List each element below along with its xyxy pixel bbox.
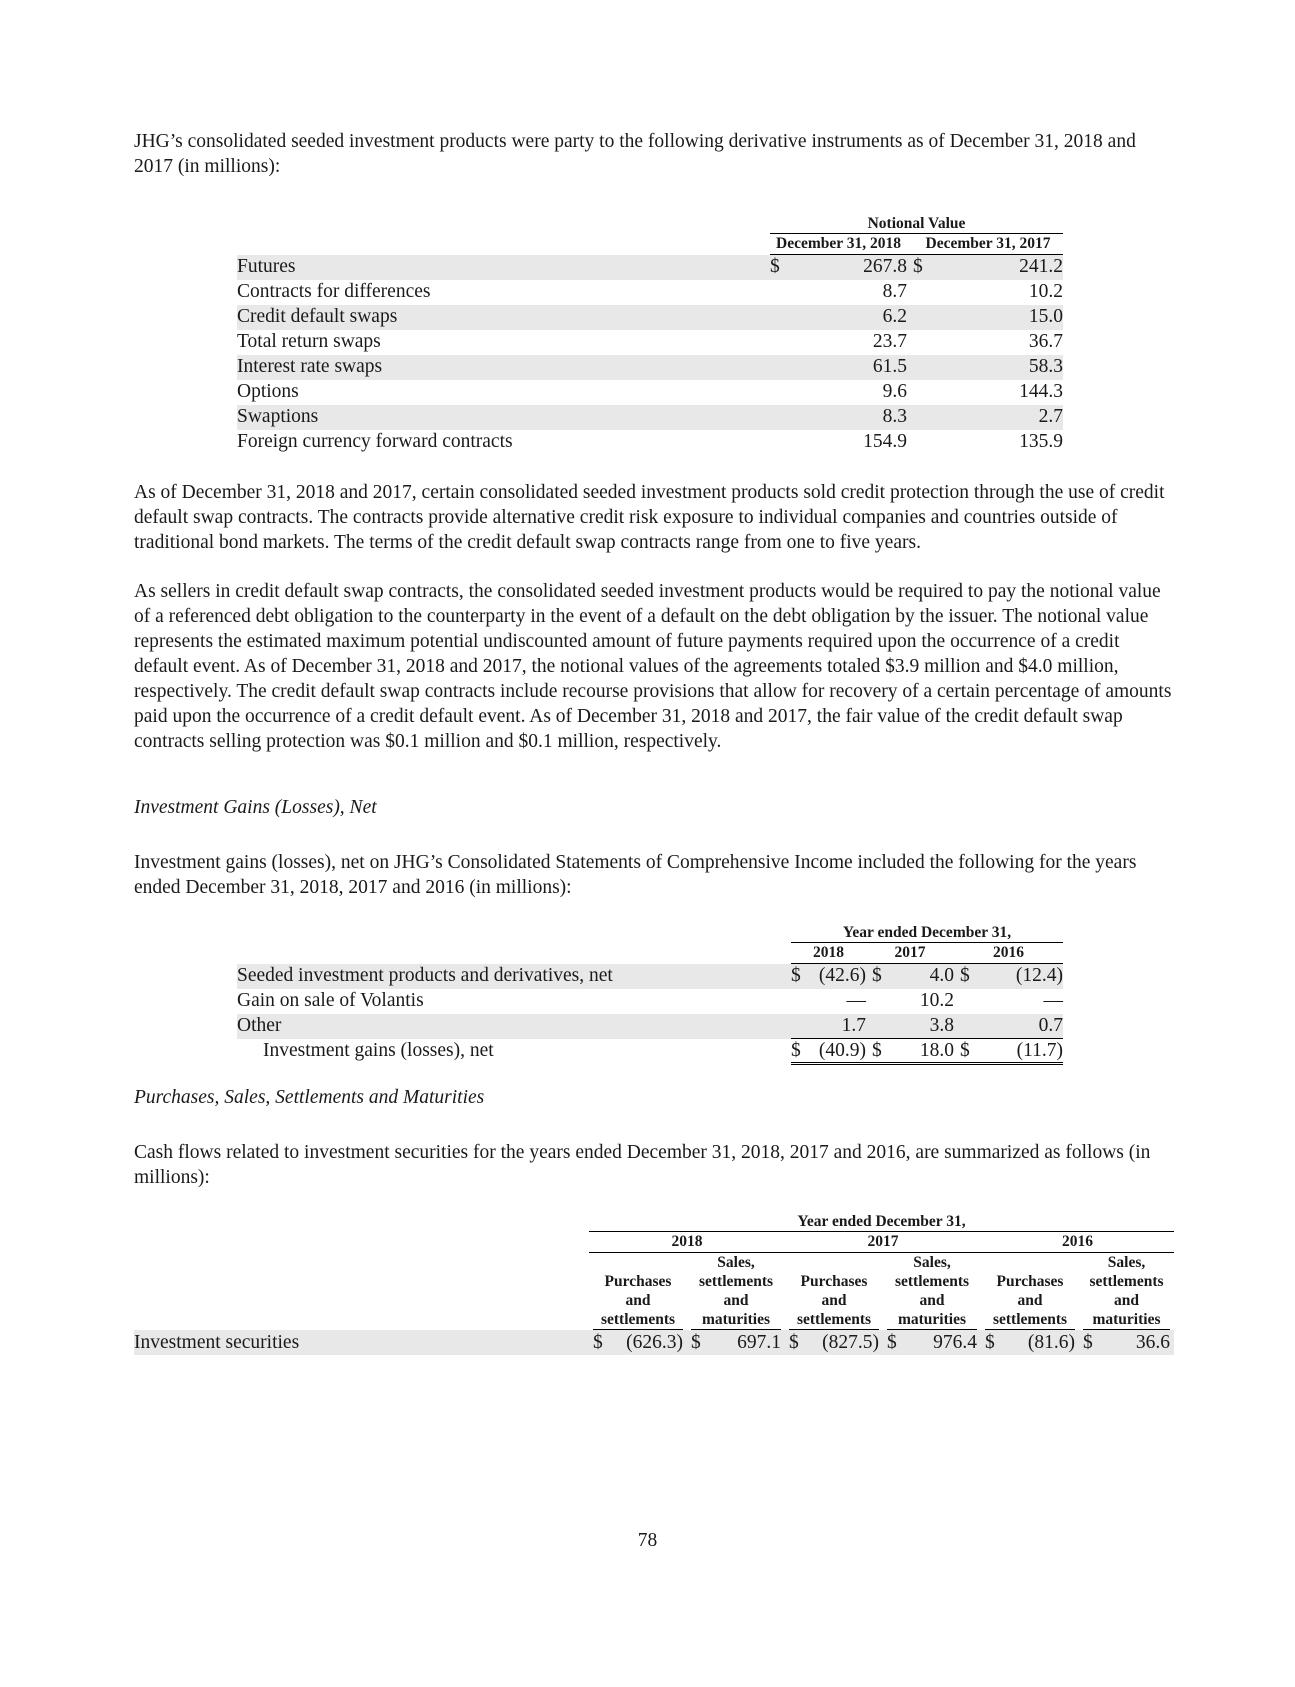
currency-sign: [770, 330, 790, 355]
col-header-2017: December 31, 2017: [907, 234, 1063, 255]
currency-sign: [866, 1014, 888, 1039]
value-2017: 3.8: [888, 1014, 954, 1039]
sellers-paragraph: As sellers in credit default swap contracts, the consolidated seeded investment products would be required to pay the notional value of a referenced debt obligation to the counterparty in the event of a default on the debt obligation by the issuer. The notional value represents the estimated maximum potential undiscounted amount of future payments required upon the occurrence of a credit default event. As of December 31, 2018 and 2017, the notional values of the agreements totaled $3.9 million and $4.0 million, respectively. The credit default swap contracts include recourse provisions that allow for recovery of a certain percentage of amounts paid upon the occurrence of a credit default event. As of December 31, 2018 and 2017, the fair value of the credit default swap contracts selling protection was $0.1 million and $0.1 million, respectively.: [134, 581, 1172, 752]
currency-sign: $: [954, 964, 976, 989]
value-2018: 8.3: [790, 405, 907, 430]
cash-year-2017: 2017: [785, 1232, 981, 1253]
value-2017: 10.2: [919, 990, 954, 1011]
currency-sign: $: [954, 1039, 976, 1064]
investment-gains-table: [237, 924, 1063, 1065]
currency-sign: [907, 355, 927, 380]
cash-flow-value: (827.5): [822, 1331, 879, 1353]
row-label: Credit default swaps: [237, 305, 770, 330]
table-row: [237, 380, 1063, 405]
value-2017: 2.7: [927, 405, 1063, 430]
value-2017: 36.7: [1028, 331, 1063, 352]
gains-year-2016: 2016: [954, 943, 1063, 964]
row-label: Gain on sale of Volantis: [237, 990, 424, 1011]
row-label: Investment securities: [134, 1330, 589, 1355]
investment-securities-row: [134, 1330, 1174, 1355]
value-2018: 154.9: [863, 431, 907, 452]
table-row: [237, 305, 1063, 330]
value-2017: 144.3: [1019, 381, 1063, 402]
row-label: Other: [237, 1014, 791, 1039]
value-2018: 8.7: [882, 281, 907, 302]
gains-year-2017: 2017: [866, 943, 954, 964]
currency-sign: [791, 1014, 809, 1039]
sales-maturities-header: [1079, 1253, 1174, 1331]
value-2018: 6.2: [790, 305, 907, 330]
value-2018: (40.9): [809, 1039, 866, 1064]
currency-sign: [770, 430, 790, 455]
table-row: [237, 1014, 1063, 1039]
cash-flow-cell: [1079, 1330, 1174, 1355]
purchases-settlements-header: [589, 1253, 687, 1331]
cash-flow-cell: [589, 1330, 687, 1355]
cash-flow-cell: [687, 1330, 785, 1355]
header-word: and: [1114, 1292, 1139, 1309]
value-2017: 58.3: [927, 355, 1063, 380]
header-word: settlements: [992, 1311, 1068, 1328]
table-row: [237, 255, 1063, 280]
cash-flow-value: (626.3): [626, 1331, 683, 1353]
currency-sign: [954, 1014, 976, 1039]
cash-year-2016: 2016: [981, 1232, 1174, 1253]
table-row: [237, 280, 1063, 305]
header-word: settlements: [600, 1311, 676, 1328]
header-word: and: [625, 1292, 651, 1309]
cash-flow-cell: [785, 1330, 883, 1355]
row-label: Swaptions: [237, 405, 770, 430]
currency-sign: $: [866, 1039, 888, 1064]
currency-sign: $: [791, 964, 809, 989]
value-2018: 267.8: [790, 255, 907, 280]
row-label: Contracts for differences: [237, 281, 431, 302]
col-header-2018: December 31, 2018: [770, 234, 907, 255]
currency-sign: $: [985, 1331, 995, 1353]
header-word: Sales,: [717, 1254, 755, 1271]
currency-sign: $: [866, 964, 888, 989]
currency-sign: [954, 989, 976, 1014]
header-word: maturities: [701, 1311, 770, 1328]
currency-sign: $: [789, 1331, 799, 1353]
header-word: maturities: [897, 1311, 966, 1328]
header-word: and: [919, 1292, 945, 1309]
table-row: [237, 405, 1063, 430]
header-word: maturities: [1092, 1311, 1161, 1328]
table-row: [237, 355, 1063, 380]
value-2018: 1.7: [809, 1014, 866, 1039]
currency-sign: $: [691, 1331, 701, 1353]
cash-flow-cell: [981, 1330, 1079, 1355]
row-label: Futures: [237, 255, 770, 280]
header-word: settlements: [796, 1311, 872, 1328]
value-2017: 4.0: [888, 964, 954, 989]
gains-year-2018: 2018: [791, 943, 866, 964]
currency-sign: [770, 355, 790, 380]
sales-maturities-header: [687, 1253, 785, 1331]
value-2018: (42.6): [809, 964, 866, 989]
derivatives-intro-text: JHG’s consolidated seeded investment products were party to the following derivative instruments as of December 31, 2018 and 2017 (in millions):: [134, 131, 1136, 177]
header-word: Purchases: [800, 1273, 868, 1290]
value-2016: 0.7: [976, 1014, 1063, 1039]
table-row: [237, 964, 1063, 989]
currency-sign: $: [887, 1331, 897, 1353]
page-number: 78: [637, 1530, 658, 1551]
cash-flow-cell: [883, 1330, 981, 1355]
currency-sign: [866, 989, 888, 1014]
header-word: and: [1017, 1292, 1043, 1309]
currency-sign: [907, 305, 927, 330]
gains-year-header: Year ended December 31,: [791, 924, 1063, 943]
currency-sign: $: [593, 1331, 603, 1353]
currency-sign: [907, 380, 927, 405]
notional-value-header: Notional Value: [770, 215, 1063, 234]
row-label: Foreign currency forward contracts: [237, 431, 513, 452]
cash-flows-table: [134, 1213, 1174, 1355]
currency-sign: [770, 305, 790, 330]
currency-sign: $: [770, 255, 790, 280]
row-label: Investment gains (losses), net: [263, 1040, 494, 1061]
currency-sign: $: [1083, 1331, 1093, 1353]
gains-intro-text: Investment gains (losses), net on JHG’s Consolidated Statements of Comprehensive Income included the following for the years ended December 31, 2018, 2017 and 2016 (in millions):: [134, 852, 1137, 898]
cash-flow-value: (81.6): [1027, 1331, 1075, 1353]
cash-flow-value: 36.6: [1135, 1331, 1170, 1353]
value-2018: 61.5: [790, 355, 907, 380]
value-2018: 9.6: [882, 381, 907, 402]
value-2016: (12.4): [976, 964, 1063, 989]
currency-sign: $: [791, 1039, 809, 1064]
currency-sign: [907, 405, 927, 430]
sales-maturities-header: [883, 1253, 981, 1331]
value-2018: 23.7: [872, 331, 907, 352]
currency-sign: $: [907, 255, 927, 280]
gains-total-row: [237, 1039, 1063, 1064]
header-word: Sales,: [913, 1254, 951, 1271]
header-word: settlements: [894, 1273, 970, 1290]
table-row: [237, 430, 1063, 455]
derivatives-notional-table: [237, 215, 1063, 455]
value-2018: —: [846, 990, 866, 1011]
row-label: Options: [237, 381, 299, 402]
header-word: settlements: [1089, 1273, 1164, 1290]
cash-flow-value: 697.1: [737, 1331, 781, 1353]
value-2017: 18.0: [888, 1039, 954, 1064]
table-row: [237, 989, 1063, 1014]
header-word: Sales,: [1107, 1254, 1146, 1271]
value-2017: 135.9: [1019, 431, 1063, 452]
header-word: and: [723, 1292, 749, 1309]
row-label: Seeded investment products and derivatives, net: [237, 964, 791, 989]
value-2017: 15.0: [927, 305, 1063, 330]
purchases-settlements-header: [785, 1253, 883, 1331]
currency-sign: [770, 380, 790, 405]
cash-year-header: Year ended December 31,: [589, 1213, 1174, 1232]
purchases-sales-heading: Purchases, Sales, Settlements and Maturities: [134, 1087, 485, 1108]
investment-gains-heading: Investment Gains (Losses), Net: [134, 797, 377, 818]
value-2017: 10.2: [1028, 281, 1063, 302]
currency-sign: [907, 430, 927, 455]
row-label: Interest rate swaps: [237, 355, 770, 380]
value-2016: (11.7): [976, 1039, 1063, 1064]
row-label: Total return swaps: [237, 331, 381, 352]
header-word: Purchases: [996, 1273, 1064, 1290]
currency-sign: [791, 989, 809, 1014]
cash-flows-intro-text: Cash flows related to investment securities for the years ended December 31, 2018, 2017 and 2016, are summarized as follows (in millions):: [134, 1142, 1151, 1188]
currency-sign: [907, 330, 927, 355]
value-2016: —: [1043, 990, 1063, 1011]
cash-flow-value: 976.4: [933, 1331, 977, 1353]
value-2017: 241.2: [927, 255, 1063, 280]
table-row: [237, 330, 1063, 355]
header-word: and: [821, 1292, 847, 1309]
cash-year-2018: 2018: [589, 1232, 785, 1253]
currency-sign: [770, 280, 790, 305]
currency-sign: [770, 405, 790, 430]
currency-sign: [907, 280, 927, 305]
header-word: settlements: [698, 1273, 774, 1290]
credit-protection-paragraph: As of December 31, 2018 and 2017, certain consolidated seeded investment products sold credit protection through the use of credit default swap contracts. The contracts provide alternative credit risk exposure to individual companies and countries outside of traditional bond markets. The terms of the credit default swap contracts range from one to five years.: [134, 482, 1165, 553]
purchases-settlements-header: [981, 1253, 1079, 1331]
header-word: Purchases: [604, 1273, 672, 1290]
